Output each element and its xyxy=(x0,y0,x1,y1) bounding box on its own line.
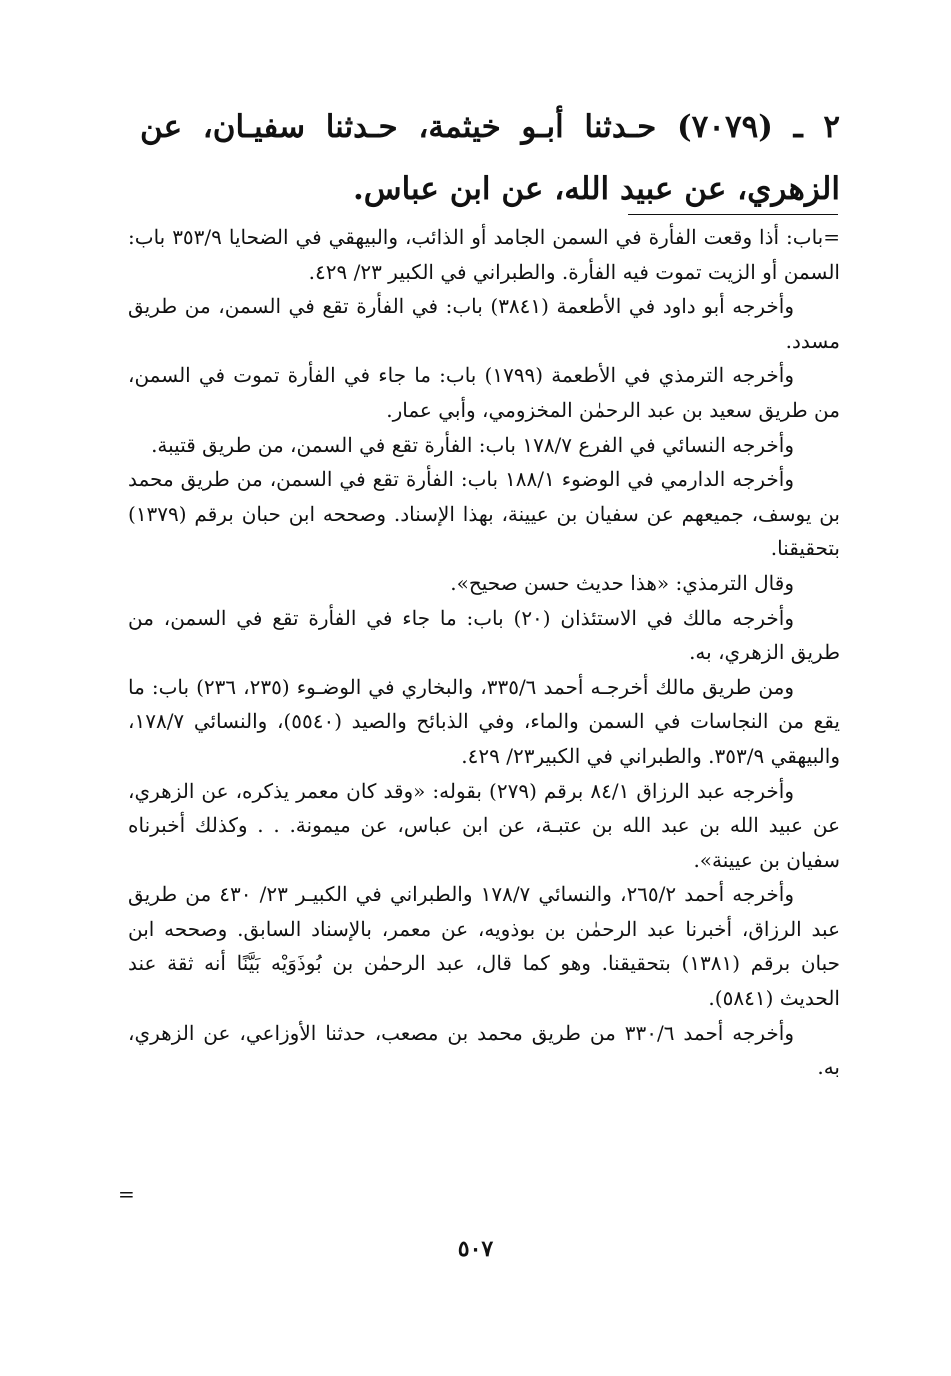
footnote-paragraph: وأخرجه أحمد ٢٦٥/٢، والنسائي ١٧٨/٧ والطبراني في الكبيـر ٢٣/ ٤٣٠ من طريق عبد الرزاق، أخبرنا عبد الرحمٰن بن بوذويه، عن معمر، بالإسناد السابق. وصححه ابن حبان برقم (١٣٨١) بتحقيقنا. وهو كما قال، عبد الرحمٰن بن بُوذَوَيْه بَيَّنًا أنه ثقة عند الحديث (٥٨٤١). xyxy=(128,882,841,1011)
footnote-paragraph: ومن طريق مالك أخرجـه أحمد ٣٣٥/٦، والبخاري في الوضـوء (٢٣٥، ٢٣٦) باب: ما يقع من النجاسات في السمن والماء، وفي الذبائح والصيد (٥٥٤٠)، والنسائي ١٧٨/٧، والبيهقي ٣٥٣/٩. والطبراني في الكبير٢٣/ ٤٢٩. xyxy=(128,674,840,768)
continuation-mark: = xyxy=(118,1182,135,1206)
footnotes xyxy=(128,220,840,1085)
footnote-paragraph: وقال الترمذي: «هذا حديث حسن صحيح». xyxy=(450,570,794,595)
footnote-paragraph: وأخرجه الترمذي في الأطعمة (١٧٩٩) باب: ما جاء في الفأرة تموت في السمن، من طريق سعيد بن عبد الرحمٰن المخزومي، وأبي عمار. xyxy=(128,363,840,422)
footnote-paragraph: =باب: أذا وقعت الفأرة في السمن الجامد أو الذائب، والبيهقي في الضحايا ٣٥٣/٩ باب: السمن أو الزيت تموت فيه الفأرة. والطبراني في الكبير ٢٣/ ٤٢٩. xyxy=(128,225,840,284)
footnote-paragraph: وأخرجه عبد الرزاق ٨٤/١ برقم (٢٧٩) بقوله: «وقد كان معمر يذكره، عن الزهري، عن عبيد الله بن عبد الله بن عتبـة، عن ابن عباس، عن ميمونة. . . وكذلك أخبرناه سفيان بن عيينة». xyxy=(128,778,840,872)
hadith-text: ٢ ـ (٧٠٧٩) حـدثنا أبـو خيثمة، حـدثنا سفيـان، عن الزهري، عن عبيد الله، عن ابن عباس. xyxy=(140,109,840,207)
footnote-paragraph: وأخرجه النسائي في الفرع ١٧٨/٧ باب: الفأرة تقع في السمن، من طريق قتيبة. xyxy=(151,432,794,457)
footnote-separator xyxy=(628,214,838,215)
footnote-paragraph: وأخرجه أبو داود في الأطعمة (٣٨٤١) باب: في الفأرة تقع في السمن، من طريق مسدد. xyxy=(128,294,840,353)
footnote-paragraph: وأخرجه أحمد ٣٣٠/٦ من طريق محمد بن مصعب، حدثنا الأوزاعي، عن الزهري، به. xyxy=(128,1020,840,1080)
footnote-paragraph: وأخرجه مالك في الاستئذان (٢٠) باب: ما جاء في الفأرة تقع في السمن، من طريق الزهري، به. xyxy=(128,605,840,665)
page-number: ٥٠٧ xyxy=(457,1236,494,1262)
footnote-paragraph: وأخرجه الدارمي في الوضوء ١٨٨/١ باب: الفأرة تقع في السمن، من طريق محمد بن يوسف، جميعهم عن سفيان بن عيينة، بهذا الإسناد. وصححه ابن حبان برقم (١٣٧٩) بتحقيقنا. xyxy=(128,467,840,561)
